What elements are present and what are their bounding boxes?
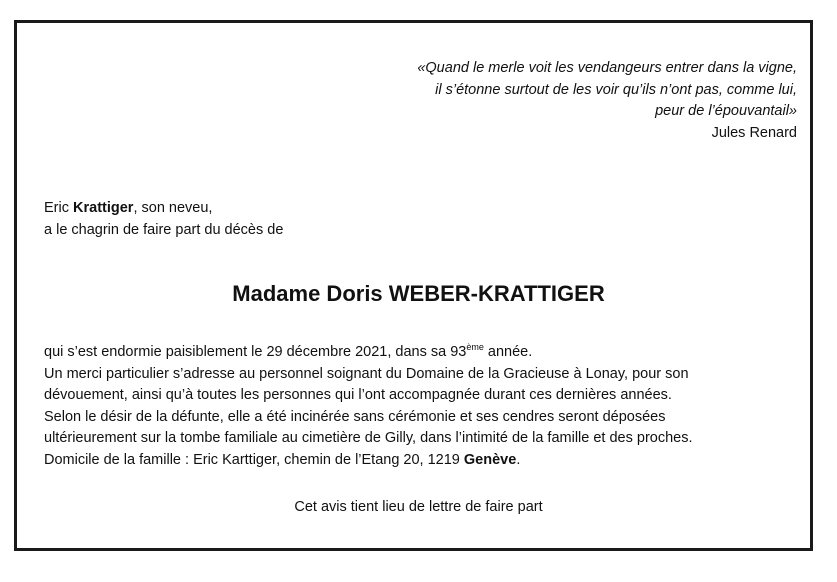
family-city: Genève (463, 451, 517, 468)
notice-body (44, 342, 804, 471)
closing-note: Cet avis tient lieu de lettre de faire part (294, 499, 543, 515)
body-line-1 (44, 342, 804, 364)
announcer-last-name: Krattiger (73, 200, 134, 216)
quote-line-2: il s’étonne surtout de les voir qu’ils n’ont pas, comme lui, (435, 81, 797, 98)
body-line-6 (44, 450, 804, 472)
body-line-3: dévouement, ainsi qu’à toutes les personnes qui l’ont accompagnée durant ces dernières années. (44, 387, 672, 403)
deceased-surname: WEBER-KRATTIGER (388, 281, 605, 306)
family-address: Domicile de la famille : Eric Karttiger, chemin de l’Etang 20, 1219 (44, 451, 464, 468)
announcer-line (44, 198, 283, 220)
body-line-1-end: année. (483, 344, 533, 360)
deceased-name (0, 279, 837, 309)
family-address-end: . (516, 451, 521, 468)
body-line-1-text: qui s’est endormie paisiblement le 29 décembre 2021, dans sa 93 (44, 344, 467, 360)
announcer-relation: , son neveu, (133, 200, 213, 216)
deceased-prefix: Madame Doris (232, 281, 383, 306)
announcer-first-name: Eric (44, 200, 69, 216)
ordinal-suffix: ème (466, 342, 484, 353)
epigraph-quote (417, 58, 797, 144)
quote-author: Jules Renard (711, 124, 797, 141)
body-line-2: Un merci particulier s’adresse au personnel soignant du Domaine de la Gracieuse à Lonay, pour son (44, 365, 689, 382)
body-line-4: Selon le désir de la défunte, elle a été incinérée sans cérémonie et ses cendres seront déposées (44, 408, 666, 425)
quote-line-1: «Quand le merle voit les vendangeurs entrer dans la vigne, (417, 60, 797, 76)
quote-line-3: peur de l’épouvantail» (655, 103, 797, 119)
body-line-5: ultérieurement sur la tombe familiale au cimetière de Gilly, dans l’intimité de la famille et des proches. (44, 430, 693, 446)
announcer-intro (44, 198, 283, 241)
announcement-line: a le chagrin de faire part du décès de (44, 221, 284, 238)
